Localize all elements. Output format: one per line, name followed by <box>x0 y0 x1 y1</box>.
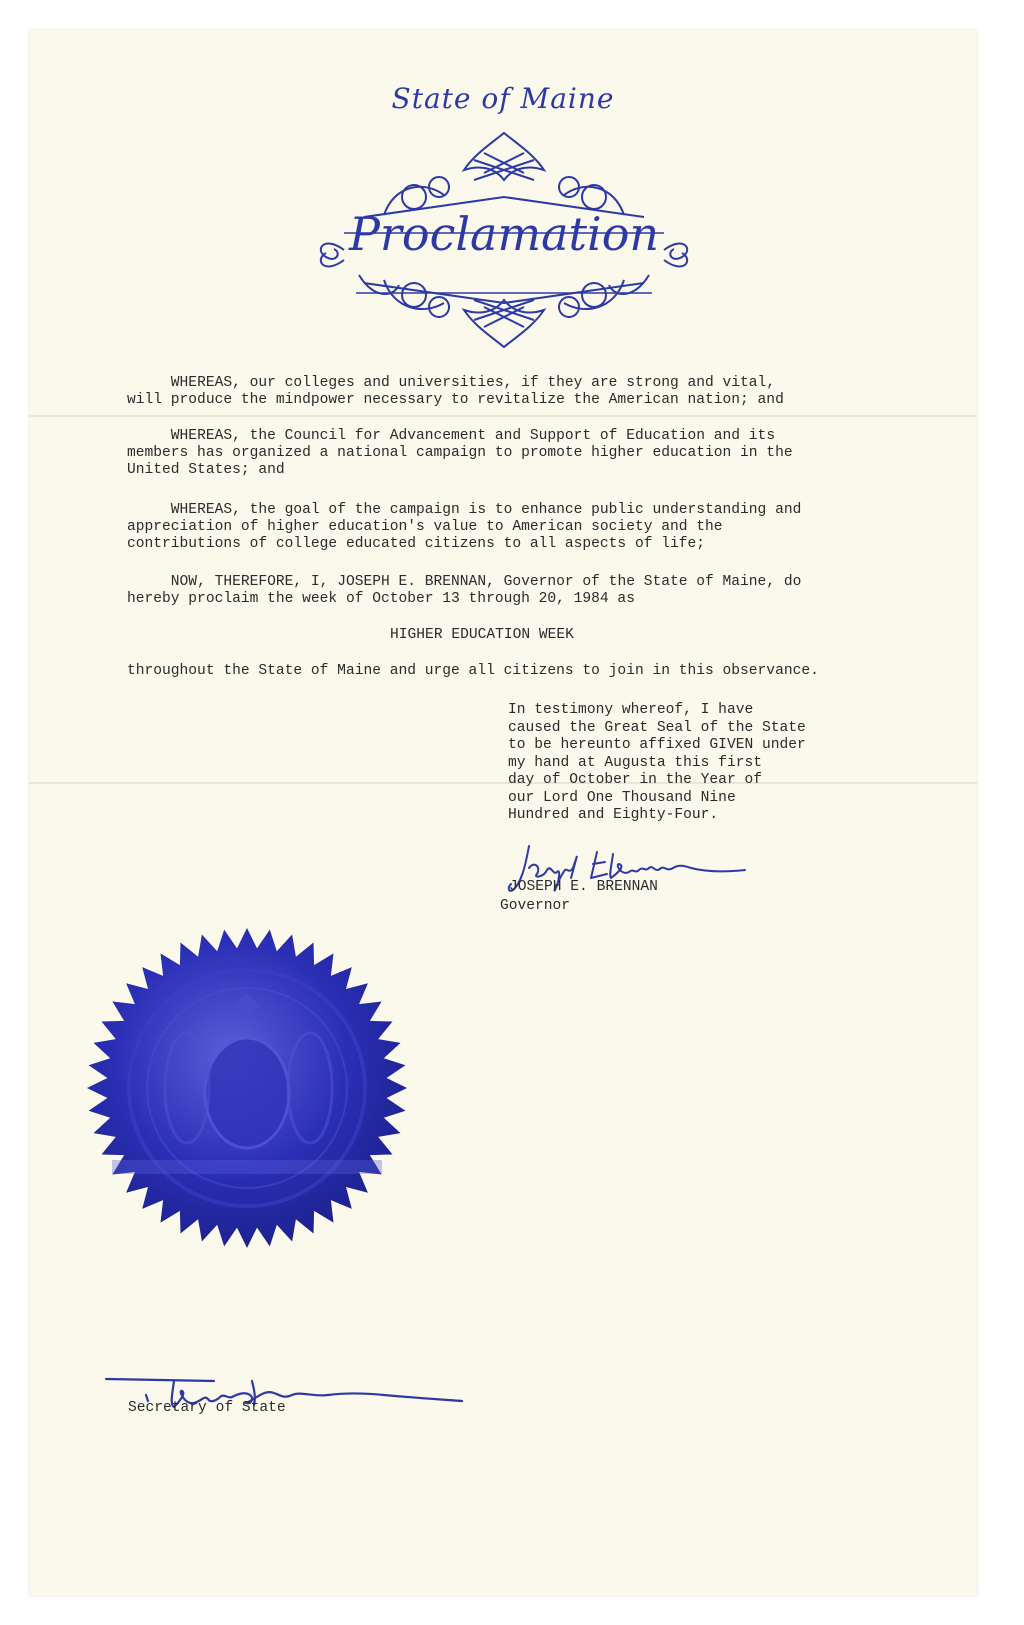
proclamation-cartouche <box>304 125 704 350</box>
governor-name: JOSEPH E. BRENNAN <box>509 879 658 895</box>
governor-title: Governor <box>500 898 571 914</box>
great-seal-icon <box>82 923 412 1253</box>
observance-paragraph: throughout the State of Maine and urge all citizens to join in this observance. <box>127 663 819 679</box>
proclamation-title: Proclamation <box>348 207 660 261</box>
therefore-paragraph: NOW, THEREFORE, I, JOSEPH E. BRENNAN, Governor of the State of Maine, do hereby proclaim the week of October 13 through 20, 1984 as <box>127 574 802 607</box>
secretary-of-state-label: Secretary of State <box>128 1400 286 1416</box>
higher-education-week-heading: HIGHER EDUCATION WEEK <box>390 627 574 643</box>
testimony-block: In testimony whereof, I have caused the Great Seal of the State to be hereunto affixed GIVEN under my hand at Augusta this first day of October in the Year of our Lord One Thousand Nine Hundred and Eighty-Four. <box>508 702 806 823</box>
state-of-maine-title: State of Maine <box>391 82 615 115</box>
fold-line <box>29 415 977 417</box>
whereas-paragraph-3: WHEREAS, the goal of the campaign is to enhance public understanding and appreciation of higher education's value to American society and the contributions of college educated citizens to all aspects of life; <box>127 502 802 552</box>
proclamation-page <box>29 30 977 1596</box>
whereas-paragraph-1: WHEREAS, our colleges and universities, if they are strong and vital, will produce the mindpower necessary to revitalize the American nation; and <box>127 375 784 408</box>
whereas-paragraph-2: WHEREAS, the Council for Advancement and Support of Education and its members has organized a national campaign to promote higher education in the United States; and <box>127 428 793 478</box>
